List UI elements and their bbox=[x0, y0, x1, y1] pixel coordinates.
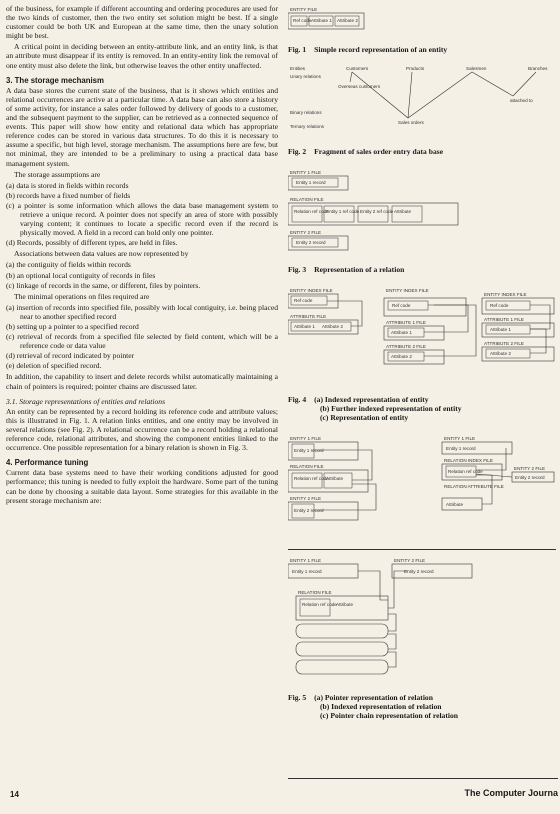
record-label: Entity 2 record bbox=[296, 240, 326, 245]
figure-4-caption: Fig. 4 (a) Indexed representation of entity (b) Further indexed representation of entity (c) Representation of entity bbox=[288, 395, 462, 422]
relation-file-label: RELATION FILE bbox=[298, 590, 332, 595]
section-3-paragraph: A data base stores the current state of the business, that is it shows which entities and relational occurrences are active at a particular time. A data base can also store a history of some activity, for instance a sales order followed by delivery of goods to a customer, and the subsequent payment to the supplier, can be retrieved as a connected sequence of events. This paper will show how entity and relational data which has appropriate reference codes can be stored in various data structures. To do this it is necessary to assume a specific, but high level, storage mechanism. The assumptions here are few, but not minimal, they are intended to be a preliminary to using a practical data base management system. bbox=[6, 85, 278, 168]
cell-label: Attribute 2 bbox=[337, 18, 358, 23]
link-line bbox=[352, 72, 408, 118]
pointer-chain-line bbox=[388, 634, 396, 649]
list-item: (b) an optional local contiguity of records in files bbox=[6, 270, 156, 280]
row-label-ternary: Ternary relations bbox=[290, 124, 324, 129]
row-label-binary: Binary relations bbox=[290, 110, 322, 115]
list-item: (a) insertion of records into specified file, possibly with local contiguity, i.e. being placed near to another specified record bbox=[6, 302, 278, 321]
record-label: Ref code bbox=[294, 298, 313, 303]
attribute-file-label: ATTRIBUTE FILE bbox=[290, 314, 327, 319]
section-3-heading: 3. The storage mechanism bbox=[6, 75, 104, 85]
record-label: Entity 2 record bbox=[515, 475, 545, 480]
footer-rule bbox=[288, 778, 558, 779]
relation-file-label: RELATION FILE bbox=[290, 464, 324, 469]
relation-file-box bbox=[288, 470, 368, 492]
record-label: Entity 1 record bbox=[296, 180, 326, 185]
entity-2-file-label: ENTITY 2 FILE bbox=[394, 558, 426, 563]
link-line bbox=[408, 72, 412, 118]
entity-1-file-label: ENTITY 1 FILE bbox=[290, 558, 322, 563]
row-label-entities: Entities bbox=[290, 66, 306, 71]
section-3-1-heading: 3.1. Storage representations of entities and relations bbox=[6, 396, 166, 406]
list-item: (e) deletion of specified record. bbox=[6, 361, 102, 371]
entity-1-file-label: ENTITY 1 FILE bbox=[290, 436, 322, 441]
link-line bbox=[408, 72, 472, 118]
pointer-line bbox=[476, 474, 512, 477]
link-line bbox=[513, 72, 536, 96]
list-item: (a) data is stored in fields within records bbox=[6, 180, 129, 190]
figure-5-c-diagram bbox=[288, 556, 556, 688]
figure-3 bbox=[288, 168, 556, 274]
record-label: Entity 1 record bbox=[292, 569, 322, 574]
list-item: (c) retrieval of records from a specified file selected by field content, which will be a reference code or data value bbox=[6, 332, 278, 351]
overseas-customers-label: Overseas customers bbox=[338, 84, 381, 89]
list-item: (d) Records, possibly of different types, are held in files. bbox=[6, 238, 178, 248]
figure-1-diagram bbox=[288, 6, 556, 46]
cell-label: Attribute 1 bbox=[311, 18, 332, 23]
attribute-2-file-label: ATTRIBUTE 2 FILE bbox=[484, 341, 524, 346]
pointer-chain-line bbox=[388, 614, 396, 631]
pointer-chain-line bbox=[388, 571, 408, 608]
cell-label: Relation ref code bbox=[302, 602, 337, 607]
cell-label: Relation ref code bbox=[448, 469, 483, 474]
entity-salesmen: Salesmen bbox=[466, 66, 487, 71]
record-label: Entity 2 record bbox=[404, 569, 434, 574]
figure-1-caption: Fig. 1 Simple record representation of an entity bbox=[288, 45, 448, 54]
operations-paragraph: In addition, the capability to insert and delete records whilst automatically maintaining a chain of pointers is required; pointer chains are discussed later. bbox=[6, 372, 278, 391]
section-4-paragraph: Current data base systems need to have their working conditions adjusted for good performance; this tuning is needed to fully exploit the hardware. Some part of the tuning can be done by choosing a suitable data layout. Some strategies for this available in the present storage mechanism are: bbox=[6, 468, 278, 505]
link-line bbox=[350, 72, 352, 82]
intro-paragraph-1: of the business, for example if different accounting and ordering procedures are used for the two kinds of customer, then the two entity set solution might be best. If a single customer could be both UK and European at the same time, then the unary solution might be best. bbox=[6, 4, 278, 41]
attribute-2-file-label: ATTRIBUTE 2 FILE bbox=[386, 344, 426, 349]
cell-label: Entity 2 ref code bbox=[360, 209, 394, 214]
section-3-1-paragraph: An entity can be represented by a record holding its reference code and attribute values; this is illustrated in Fig. 1. A relation links entities, and one entity may be involved in several relations (see Fig. 2). A relational occurrence can be a record holding a relational reference code, relational attributes, and showing the component entities linked to the occurrence. One possible representation for a binary relation is shown in Fig. 3. bbox=[6, 406, 278, 453]
relation-record bbox=[296, 624, 388, 638]
record-label: Ref code bbox=[490, 303, 509, 308]
relation-record bbox=[296, 660, 388, 674]
relation-file-label: RELATION FILE bbox=[290, 197, 324, 202]
figure-2 bbox=[288, 62, 556, 156]
attribute-1-file-label: ATTRIBUTE 1 FILE bbox=[484, 317, 524, 322]
list-item: (d) retrieval of record indicated by pointer bbox=[6, 351, 135, 361]
pointer-chain-line bbox=[358, 571, 388, 600]
figure-2-caption: Fig. 2 Fragment of sales order entry data base bbox=[288, 147, 444, 156]
index-file-label: ENTITY INDEX FILE bbox=[386, 288, 429, 293]
list-item: (c) a pointer is some information which allows the data base management system to retrieve a unique record. A pointer does not specify an area of store with possibly varying content; it continues to locate a specific record even if the record is physically moved. A field in a record can hold only one pointer. bbox=[6, 200, 278, 238]
journal-name: The Computer Journa bbox=[464, 788, 558, 798]
row-label-unary: Unary relations bbox=[290, 74, 321, 79]
record-label: Attribute 1 bbox=[391, 330, 412, 335]
cell-label: Entity 1 ref code bbox=[326, 209, 360, 214]
entity-2-file-label: ENTITY 2 FILE bbox=[290, 496, 322, 501]
index-file-label: ENTITY INDEX FILE bbox=[290, 288, 333, 293]
entity-products: Products bbox=[406, 66, 425, 71]
entity-customers: Customers bbox=[346, 66, 369, 71]
entity-2-file-label: ENTITY 2 FILE bbox=[290, 230, 322, 235]
list-item: (a) the contiguity of fields within records bbox=[6, 260, 131, 270]
cell-label: Relation ref code bbox=[294, 476, 329, 481]
assumptions-list bbox=[6, 181, 278, 248]
cell-label: Attribute bbox=[326, 476, 344, 481]
figure-2-diagram bbox=[288, 62, 556, 142]
intro-paragraph-2: A critical point in deciding between an entity-attribute link, and an entity link, is that an attribute must disappear if its entity is removed. In an entity-entity link the removal of one entity must also delete the link, but otherwise leaves the other entity unaffected. bbox=[6, 42, 278, 70]
record-label: Attribute 1 bbox=[490, 327, 511, 332]
record-label: Attribute bbox=[446, 502, 464, 507]
record-label: Attribute 2 bbox=[391, 354, 412, 359]
record-label: Entity 2 record bbox=[294, 508, 324, 513]
relation-attribute-file-label: RELATION ATTRIBUTE FILE bbox=[444, 484, 504, 489]
sales-orders-label: Sales orders bbox=[398, 120, 424, 125]
figure-3-caption: Fig. 3 Representation of a relation bbox=[288, 265, 405, 274]
operations-list bbox=[6, 303, 278, 371]
cell-label: Attribute 1 bbox=[294, 324, 315, 329]
figure-4 bbox=[288, 286, 556, 422]
figure-5-caption: Fig. 5 (a) Pointer representation of relation (b) Indexed representation of relation (c) Pointer chain representation of relation bbox=[288, 693, 459, 720]
entity-2-file-label: ENTITY 2 FILE bbox=[514, 466, 546, 471]
pointer-chain-line bbox=[530, 305, 550, 329]
entity-file-label: ENTITY FILE bbox=[290, 7, 318, 12]
entity-branches: Branches bbox=[528, 66, 548, 71]
attached-to-label: attached to bbox=[510, 98, 533, 103]
record-label: Attribute 2 bbox=[490, 351, 511, 356]
figure-divider bbox=[288, 549, 556, 550]
figures-column bbox=[288, 6, 556, 720]
relation-file-box bbox=[288, 203, 458, 225]
left-text-column bbox=[6, 4, 278, 507]
pointer-line bbox=[424, 305, 468, 332]
relation-record bbox=[296, 642, 388, 656]
pointer-chain-line bbox=[388, 652, 396, 667]
page-number: 14 bbox=[10, 790, 19, 799]
record-label: Ref code bbox=[392, 303, 411, 308]
section-4-heading: 4. Performance tuning bbox=[6, 458, 89, 468]
assumptions-intro: The storage assumptions are bbox=[14, 169, 101, 179]
cell-label: Attribute bbox=[336, 602, 354, 607]
record-label: Entity 1 record bbox=[446, 446, 476, 451]
cell-label: Relation ref code bbox=[294, 209, 329, 214]
cell-label: Attribute 2 bbox=[322, 324, 343, 329]
associations-list bbox=[6, 260, 278, 289]
list-item: (c) linkage of records in the same, or different, files by pointers. bbox=[6, 280, 201, 290]
figure-5-top-diagram bbox=[288, 434, 556, 544]
list-item: (b) records have a fixed number of fields bbox=[6, 190, 131, 200]
pointer-chain-line bbox=[530, 329, 546, 353]
relation-record bbox=[296, 596, 388, 620]
attribute-1-file-label: ATTRIBUTE 1 FILE bbox=[386, 320, 426, 325]
list-item: (b) setting up a pointer to a specified record bbox=[6, 322, 139, 331]
figure-5 bbox=[288, 434, 556, 720]
record-label: Entity 1 record bbox=[294, 448, 324, 453]
operations-intro: The minimal operations on files required are bbox=[14, 291, 150, 301]
cell-label: Ref code bbox=[293, 18, 312, 23]
relation-index-file-label: RELATION INDEX FILE bbox=[444, 458, 493, 463]
index-file-label: ENTITY INDEX FILE bbox=[484, 292, 527, 297]
figure-3-diagram bbox=[288, 168, 556, 260]
cell-label: Attribute bbox=[394, 209, 412, 214]
pointer-line bbox=[476, 475, 492, 504]
figure-4-diagram bbox=[288, 286, 556, 386]
figure-1 bbox=[288, 6, 556, 54]
entity-1-file-label: ENTITY 1 FILE bbox=[444, 436, 476, 441]
link-line bbox=[472, 72, 513, 96]
entity-1-file-label: ENTITY 1 FILE bbox=[290, 170, 322, 175]
associations-intro: Associations between data values are now represented by bbox=[14, 249, 189, 259]
